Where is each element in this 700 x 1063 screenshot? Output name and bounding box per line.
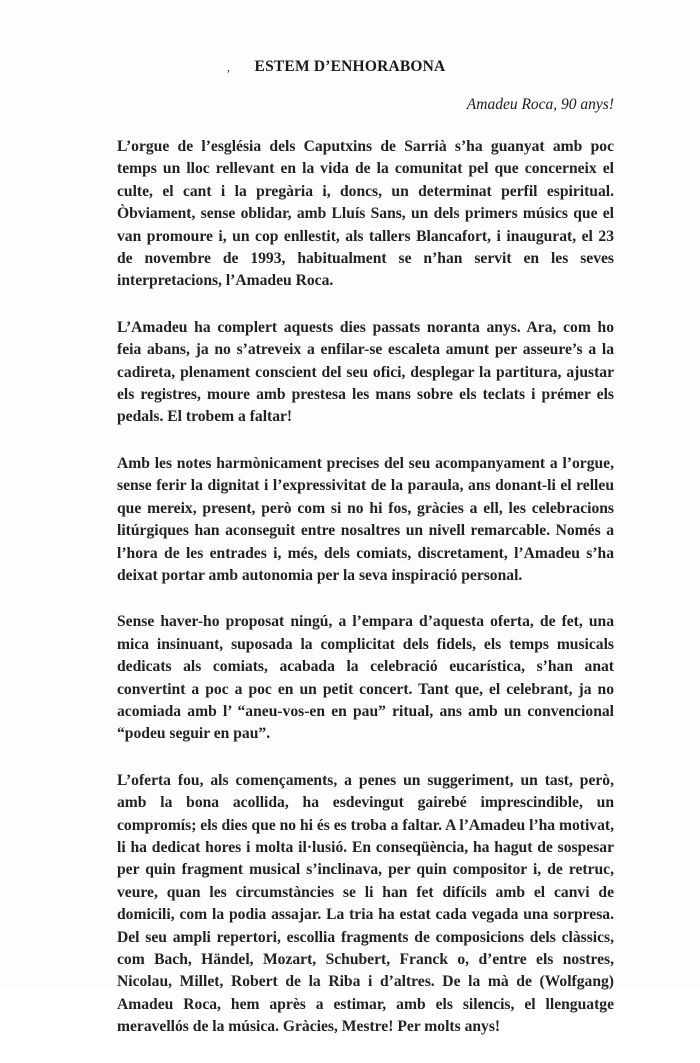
document-subtitle: Amadeu Roca, 90 anys! <box>466 96 614 113</box>
paragraph-1: L’orgue de l’església dels Caputxins de Sarrià s’ha guanyat amb poc temps un lloc rellevant en la vida de la comunitat pel que concerneix el culte, el cant i la pregària i, doncs, un determinat perfil espiritual. Òbviament, sense oblidar, amb Lluís Sans, un dels primers músics que el van promoure i, un cop enllestit, als tallers Blancafort, i inaugurat, el 23 de novembre de 1993, habitualment se n’han servit en les seves interpretacions, l’Amadeu Roca. <box>117 138 614 290</box>
stray-mark: , <box>227 60 230 74</box>
paragraph-3: Amb les notes harmònicament precises del seu acompanyament a l’orgue, sense ferir la dignitat i l’expressivitat de la paraula, ans donant-li el relleu que mereix, present, però com si no hi fos, gràcies a ell, les celebracions litúrgiques han aconseguit entre nosaltres un nivell remarcable. Només a l’hora de les entrades i, més, dels comiats, discretament, l’Amadeu s’ha deixat portar amb autonomia per la seva inspiració personal. <box>117 454 614 584</box>
paragraph-2: L’Amadeu ha complert aquests dies passats noranta anys. Ara, com ho feia abans, ja no s’atreveix a enfilar-se escaleta amunt per asseure’s a la cadireta, plenament conscient del seu ofici, desplegar la partitura, ajustar els registres, moure amb prestesa les mans sobre els teclats i prémer els pedals. El trobem a faltar! <box>117 318 614 426</box>
paragraph-4: Sense haver-ho proposat ningú, a l’empara d’aquesta oferta, de fet, una mica insinuant, suposada la complicitat dels fidels, els temps musicals dedicats als comiats, acabada la celebració eucarística, s’han anat convertint a poc a poc en un petit concert. Tant que, el celebrant, ja no acomiada amb l’ “aneu-vos-en en pau” ritual, ans amb un convencional “podeu seguir en pau”. <box>117 613 614 743</box>
document-body <box>117 136 614 1063</box>
document-title: ESTEM D’ENHORABONA <box>254 58 446 75</box>
paragraph-5: L’oferta fou, als començaments, a penes un suggeriment, un tast, però, amb la bona acollida, ha esdevingut gairebé imprescindible, un compromís; els dies que no hi és es troba a faltar. A l’Amadeu l’ha motivat, li ha dedicat hores i molta il·lusió. En conseqüència, ha hagut de sospesar per quin fragment musical s’inclinava, per quin compositor i, de retruc, veure, quan les circumstàncies se li han fet difícils amb el canvi de domicili, com la podia assajar. La tria ha estat cada vegada una sorpresa. Del seu ampli repertori, escollia fragments de composicions dels clàssics, com Bach, Händel, Mozart, Schubert, Franck o, d’entre els nostres, Nicolau, Millet, Robert de la Riba i d’altres. De la mà de (Wolfgang) Amadeu Roca, hem après a estimar, amb els silencis, el llenguatge meravellós de la música. Gràcies, Mestre! Per molts anys! <box>117 771 614 1036</box>
